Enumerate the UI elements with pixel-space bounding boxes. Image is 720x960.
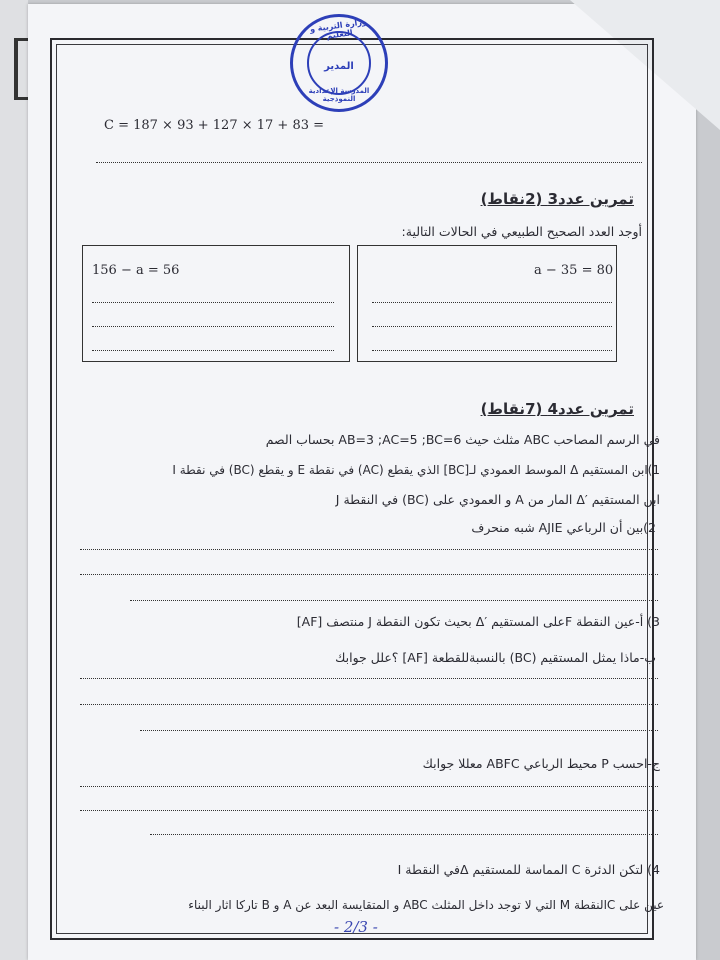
question-4b: عين على Cالنقطة M التي لا توجد داخل المثلث ABC و المتقايسة البعد عن A و B تاركا اثار البناء (188, 898, 664, 912)
answer-line[interactable] (140, 730, 658, 731)
question-1a: 1)ابن المستقيم Δ الموسط العمودي لـ[BC] الذي يقطع (AC) في نقطة E و يقطع (BC) في نقطة I (172, 463, 660, 477)
answer-line[interactable] (96, 162, 642, 163)
stamp-top-text: وزارة التربية و التعليم (309, 17, 368, 41)
answer-line[interactable] (80, 549, 658, 550)
answer-line[interactable] (80, 786, 658, 787)
official-stamp (290, 14, 388, 112)
exercise-3-title: تمرين عدد3 (2نقاط) (480, 190, 634, 208)
exercise-3-instruction: أوجد العدد الصحيح الطبيعي في الحالات التالية: (401, 224, 642, 239)
question-4a: 4) لتكن الدئرة C المماسة للمستقيم Δفي النقطة I (397, 862, 660, 877)
answer-line[interactable] (80, 574, 658, 575)
exercise-4-intro: في الرسم المصاحب ABC مثلث حيث AB=3 ;AC=5 ;BC=6 بحساب الصم (265, 432, 660, 447)
question-3a: 3) أ-عين النقطة Fعلى المستقيم ′Δ بحيث تكون النقطة J منتصف [AF] (296, 614, 660, 629)
answer-line[interactable] (80, 810, 658, 811)
question-3b: ب-ماذا يمثل المستقيم (BC) بالنسبةللقطعة [AF] ؟علل جوابك (335, 650, 656, 665)
equation-left: 156 − a = 56 (92, 263, 180, 278)
answer-line[interactable] (372, 350, 612, 351)
answer-line[interactable] (92, 302, 334, 303)
answer-line[interactable] (372, 302, 612, 303)
question-2: 2)بين أن الرباعي AJIE شبه منحرف (471, 520, 656, 535)
answer-line[interactable] (80, 704, 658, 705)
stamp-center-text: المدير (324, 61, 354, 72)
question-3c: ج-احسب P محيط الرباعي ABFC معللا جوابك (422, 756, 660, 771)
exercise-4-title: تمرين عدد4 (7نقاط) (480, 400, 634, 418)
equation-right: a − 35 = 80 (534, 263, 614, 278)
answer-line[interactable] (92, 350, 334, 351)
question-1b: ابن المستقيم ′Δ المار من A و العمودي على (BC) في النقطة J (335, 492, 660, 507)
answer-line[interactable] (92, 326, 334, 327)
page-number: - 2/3 - (334, 918, 378, 936)
answer-line[interactable] (150, 834, 658, 835)
answer-line[interactable] (130, 600, 658, 601)
answer-line[interactable] (80, 678, 658, 679)
stamp-bottom-text: المدرسة الإعدادية النموذجية (308, 87, 370, 103)
page-frame-inner (56, 44, 648, 934)
expression-c: C = 187 × 93 + 127 × 17 + 83 = (104, 118, 325, 133)
background-strip (0, 0, 28, 960)
answer-line[interactable] (372, 326, 612, 327)
